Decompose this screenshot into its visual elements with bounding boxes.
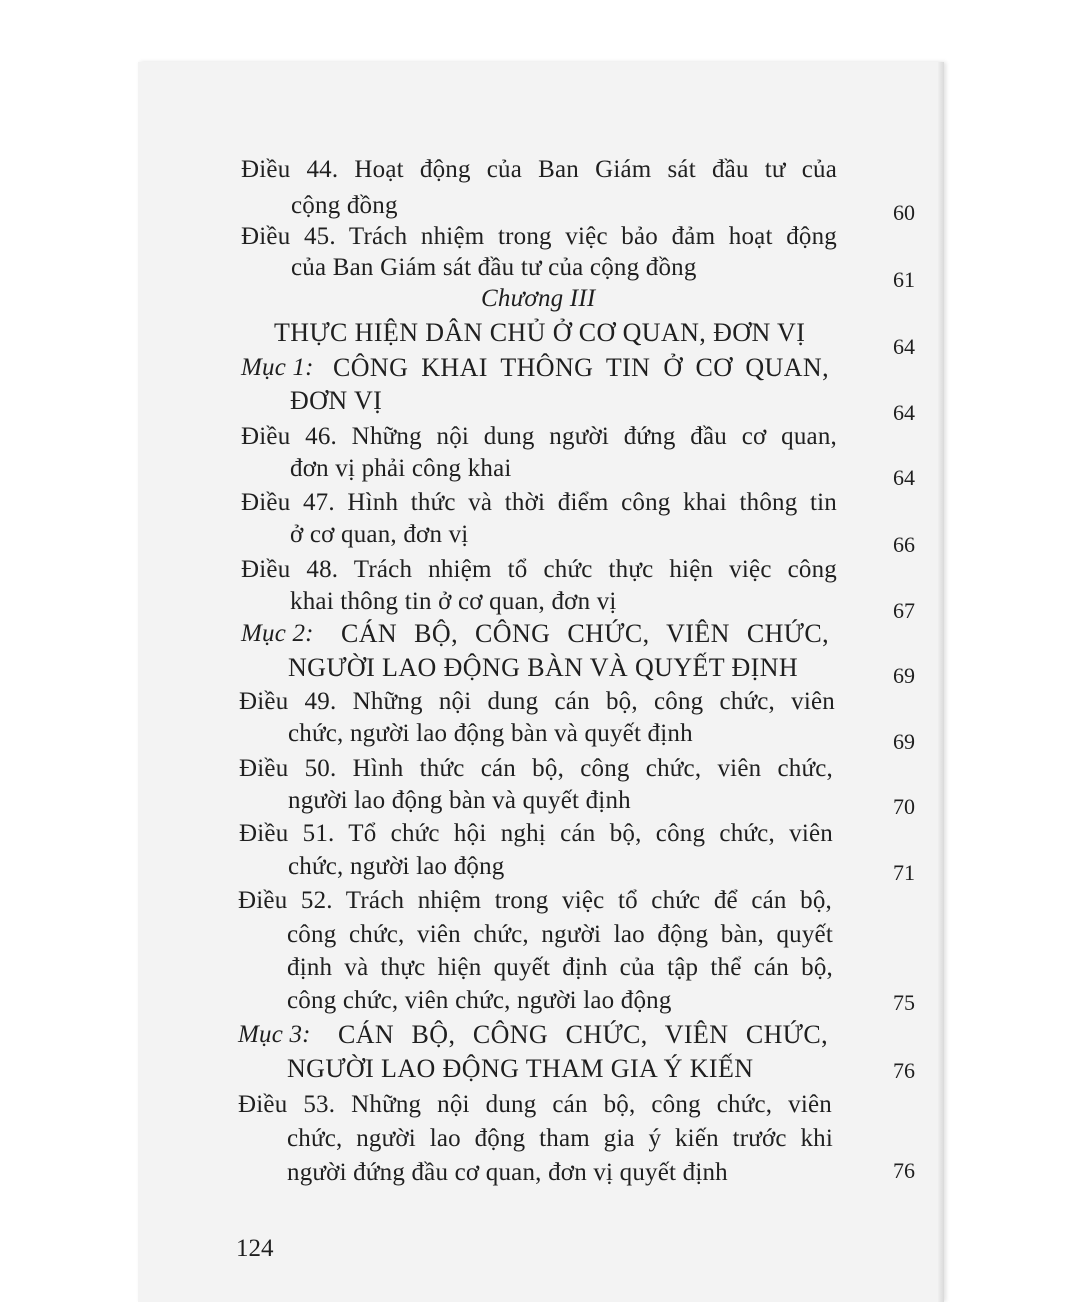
section-title: CÁN BỘ, CÔNG CHỨC, VIÊN CHỨC,	[341, 619, 829, 648]
toc-line: người đứng đầu cơ quan, đơn vị quyết định	[287, 1159, 728, 1186]
section-prefix: Mục 2:	[241, 620, 314, 647]
toc-page-number: 64	[893, 465, 915, 490]
toc-line: ở cơ quan, đơn vị	[290, 521, 469, 548]
toc-page-number: 61	[893, 267, 915, 292]
toc-line: đơn vị phải công khai	[290, 455, 512, 482]
toc-line: Điều 51. Tổ chức hội nghị cán bộ, công chức, viên	[239, 820, 833, 847]
toc-page-number: 76	[893, 1058, 915, 1083]
section-title: CÔNG KHAI THÔNG TIN Ở CƠ QUAN,	[333, 353, 829, 382]
toc-page-number: 67	[893, 598, 915, 623]
toc-line: Điều 48. Trách nhiệm tổ chức thực hiện việc công	[241, 556, 837, 583]
toc-line: Điều 47. Hình thức và thời điểm công khai thông tin	[241, 489, 837, 516]
toc-page-number: 76	[893, 1158, 915, 1183]
section-title-continued: NGƯỜI LAO ĐỘNG BÀN VÀ QUYẾT ĐỊNH	[288, 653, 799, 682]
page-number-footer: 124	[236, 1235, 274, 1262]
toc-line: chức, người lao động bàn và quyết định	[288, 720, 693, 747]
toc-page-number: 66	[893, 532, 915, 557]
toc-line: cộng đồng	[291, 192, 398, 219]
section-title-continued: NGƯỜI LAO ĐỘNG THAM GIA Ý KIẾN	[287, 1054, 754, 1083]
toc-page-number: 69	[893, 729, 915, 754]
section-title-continued: ĐƠN VỊ	[290, 386, 383, 415]
toc-page-number: 71	[893, 860, 915, 885]
section-prefix: Mục 1:	[241, 354, 314, 381]
toc-line: định và thực hiện quyết định của tập thể cán bộ,	[287, 954, 833, 981]
toc-line: Điều 45. Trách nhiệm trong việc bảo đảm hoạt động	[241, 223, 837, 250]
toc-line: chức, người lao động	[288, 853, 505, 880]
section-heading	[241, 619, 829, 649]
toc-line: chức, người lao động tham gia ý kiến trước khi	[287, 1125, 833, 1152]
toc-line: người lao động bàn và quyết định	[288, 787, 631, 814]
toc-line: của Ban Giám sát đầu tư của cộng đồng	[291, 254, 697, 281]
chapter-label: Chương III	[481, 285, 596, 312]
toc-page-number: 70	[893, 794, 915, 819]
section-heading	[241, 353, 829, 383]
toc-page-number: 75	[893, 990, 915, 1015]
toc-line: Điều 44. Hoạt động của Ban Giám sát đầu tư của	[241, 156, 837, 183]
toc-line: Điều 53. Những nội dung cán bộ, công chức, viên	[238, 1091, 832, 1118]
toc-line: khai thông tin ở cơ quan, đơn vị	[290, 588, 617, 615]
toc-line: Điều 52. Trách nhiệm trong việc tổ chức để cán bộ,	[238, 887, 832, 914]
toc-line: Điều 46. Những nội dung người đứng đầu cơ quan,	[241, 423, 837, 450]
toc-line: công chức, viên chức, người lao động	[287, 987, 672, 1014]
toc-page-number: 64	[893, 334, 915, 359]
section-title: CÁN BỘ, CÔNG CHỨC, VIÊN CHỨC,	[338, 1020, 828, 1049]
section-heading	[238, 1020, 828, 1050]
toc-line: công chức, viên chức, người lao động bàn, quyết	[287, 921, 833, 948]
chapter-title: THỰC HIỆN DÂN CHỦ Ở CƠ QUAN, ĐƠN VỊ	[274, 318, 806, 347]
section-prefix: Mục 3:	[238, 1021, 311, 1048]
toc-page-number: 69	[893, 663, 915, 688]
toc-page-number: 64	[893, 400, 915, 425]
toc-line: Điều 49. Những nội dung cán bộ, công chức, viên	[239, 688, 835, 715]
toc-line: Điều 50. Hình thức cán bộ, công chức, viên chức,	[239, 755, 833, 782]
toc-page-number: 60	[893, 200, 915, 225]
